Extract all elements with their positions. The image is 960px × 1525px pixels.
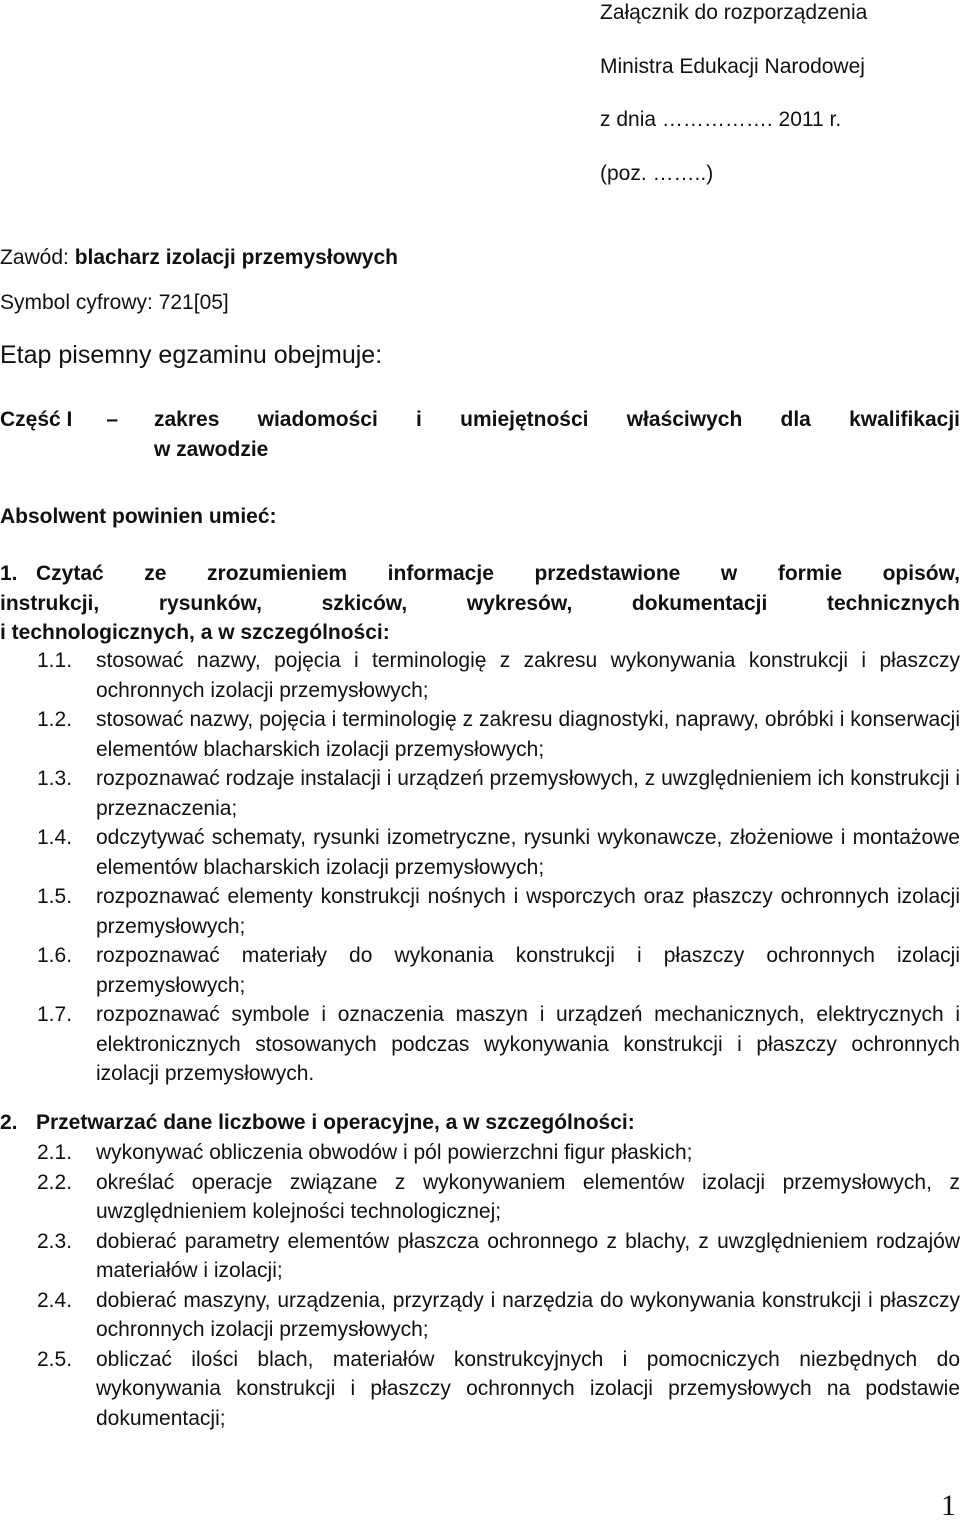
page-number: 1	[941, 1489, 956, 1522]
part-label: Część I	[0, 408, 73, 431]
annex-line: Załącznik do rozporządzenia	[600, 1, 868, 24]
section-2-heading	[0, 1108, 960, 1138]
item-number: 1.7.	[37, 1003, 73, 1026]
item-number: 1.5.	[37, 885, 73, 908]
part-dash: –	[106, 408, 119, 431]
section-1-items	[37, 646, 960, 1089]
item-number: 2.2.	[37, 1170, 73, 1194]
item-number: 1.6.	[37, 944, 73, 967]
list-item	[37, 941, 960, 1000]
list-item	[37, 1168, 960, 1227]
item-text: dobierać maszyny, urządzenia, przyrządy i narzędzia do wykonywania konstrukcji i płaszczy ochronnych izolacji przemysłowych;	[96, 1288, 960, 1341]
item-text: rozpoznawać symbole i oznaczenia maszyn i urządzeń mechanicznych, elektrycznych i elektronicznych stosowanych podczas wykonywania konstrukcji i płaszczy ochronnych izolacji przemysłowych.	[96, 1003, 960, 1085]
item-number: 1.4.	[37, 826, 73, 849]
item-text: określać operacje związane z wykonywaniem elementów izolacji przemysłowych, z uwzględnieniem kolejności technologicznej;	[96, 1170, 960, 1223]
annex-line: z dnia ……………. 2011 r.	[600, 108, 842, 131]
list-item	[37, 1345, 960, 1434]
item-number: 2.3.	[37, 1229, 73, 1253]
list-item	[37, 705, 960, 764]
exam-stage-heading: Etap pisemny egzaminu obejmuje:	[0, 341, 383, 369]
part-title-line2: w zawodzie	[154, 438, 269, 461]
item-text: dobierać parametry elementów płaszcza ochronnego z blachy, z uwzględnieniem rodzajów materiałów i izolacji;	[96, 1229, 960, 1282]
item-text: odczytywać schematy, rysunki izometryczne, rysunki wykonawcze, złożeniowe i montażowe elementów blacharskich izolacji przemysłowych;	[96, 826, 960, 879]
item-text: stosować nazwy, pojęcia i terminologię z zakresu wykonywania konstrukcji i płaszczy ochronnych izolacji przemysłowych;	[96, 649, 960, 702]
section-heading-line: i technologicznych, a w szczególności:	[0, 621, 390, 644]
list-item	[37, 764, 960, 823]
section-2-items	[37, 1138, 960, 1433]
item-number: 2.1.	[37, 1141, 73, 1164]
section-heading-line: Czytać ze zrozumieniem informacje przedstawione w formie opisów,	[36, 562, 960, 585]
list-item	[37, 1138, 960, 1168]
item-number: 1.2.	[37, 708, 73, 731]
section-number: 2.	[0, 1111, 18, 1134]
list-item	[37, 1286, 960, 1345]
list-item	[37, 823, 960, 882]
item-text: stosować nazwy, pojęcia i terminologię z zakresu diagnostyki, naprawy, obróbki i konserwacji elementów blacharskich izolacji przemysłowych;	[96, 708, 960, 761]
item-number: 1.1.	[37, 649, 73, 672]
section-number: 1.	[0, 562, 18, 585]
section-1-heading-cont	[0, 589, 960, 648]
profession-label: Zawód:	[0, 246, 75, 269]
list-item	[37, 646, 960, 705]
part-title-line1: zakres wiadomości i umiejętności właściwych dla kwalifikacji	[154, 408, 960, 431]
item-text: rozpoznawać materiały do wykonania konstrukcji i płaszczy ochronnych izolacji przemysłowych;	[96, 944, 960, 997]
absolwent-heading: Absolwent powinien umieć:	[0, 505, 277, 528]
annex-line: Ministra Edukacji Narodowej	[600, 54, 865, 78]
annex-line: (poz. ……..)	[600, 161, 714, 185]
section-heading-line: Przetwarzać dane liczbowe i operacyjne, a w szczególności:	[36, 1111, 635, 1134]
list-item	[37, 1000, 960, 1089]
list-item	[37, 1227, 960, 1286]
item-number: 1.3.	[37, 767, 73, 790]
item-number: 2.4.	[37, 1288, 73, 1312]
list-item	[37, 882, 960, 941]
profession-line	[0, 245, 960, 271]
profession-value: blacharz izolacji przemysłowych	[74, 246, 398, 269]
item-text: wykonywać obliczenia obwodów i pól powierzchni figur płaskich;	[96, 1141, 693, 1164]
item-text: obliczać ilości blach, materiałów konstrukcyjnych i pomocniczych niezbędnych do wykonywania konstrukcji i płaszczy ochronnych izolacji przemysłowych na podstawie dokumentacji;	[96, 1347, 960, 1430]
section-heading-line: instrukcji, rysunków, szkiców, wykresów, dokumentacji technicznych	[0, 591, 960, 615]
item-number: 2.5.	[37, 1347, 73, 1371]
section-1-heading	[0, 559, 960, 589]
item-text: rozpoznawać elementy konstrukcji nośnych i wsporczych oraz płaszczy ochronnych izolacji przemysłowych;	[96, 885, 960, 938]
annex-header	[600, 0, 960, 214]
symbol-line: Symbol cyfrowy: 721[05]	[0, 291, 229, 314]
part-heading	[0, 405, 960, 465]
item-text: rozpoznawać rodzaje instalacji i urządzeń przemysłowych, z uwzględnieniem ich konstrukcji i przeznaczenia;	[96, 767, 960, 820]
